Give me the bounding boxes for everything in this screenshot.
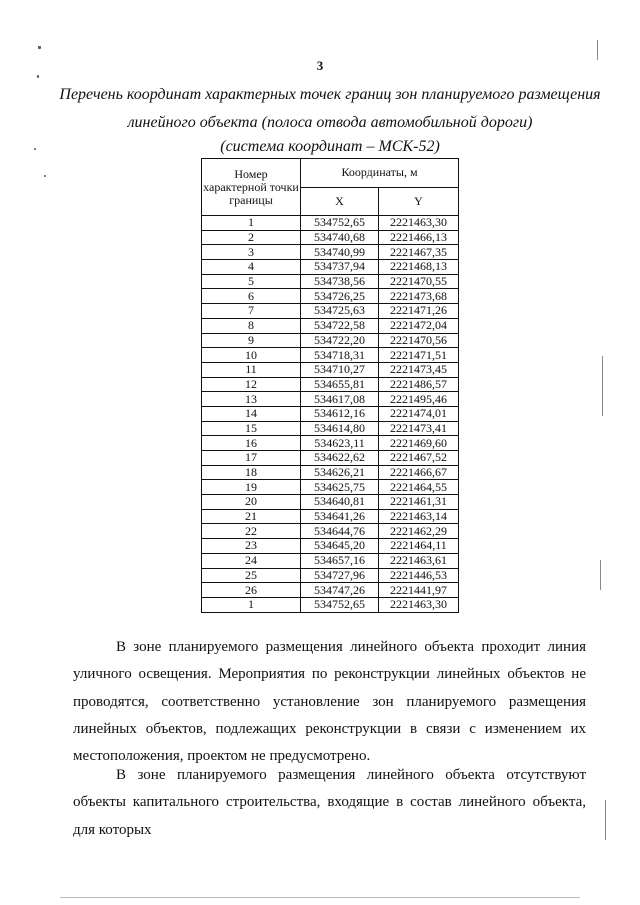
table-row bbox=[202, 539, 459, 554]
cell-x: 534612,16 bbox=[301, 406, 379, 421]
scan-speck bbox=[44, 175, 46, 177]
cell-point-number: 19 bbox=[202, 480, 301, 495]
cell-point-number: 25 bbox=[202, 568, 301, 583]
cell-point-number: 4 bbox=[202, 260, 301, 275]
cell-x: 534752,65 bbox=[301, 597, 379, 612]
cell-point-number: 22 bbox=[202, 524, 301, 539]
cell-y: 2221463,61 bbox=[379, 553, 459, 568]
cell-x: 534752,65 bbox=[301, 216, 379, 231]
cell-point-number: 18 bbox=[202, 465, 301, 480]
cell-x: 534726,25 bbox=[301, 289, 379, 304]
cell-point-number: 24 bbox=[202, 553, 301, 568]
cell-point-number: 16 bbox=[202, 436, 301, 451]
cell-x: 534622,62 bbox=[301, 451, 379, 466]
table-row bbox=[202, 230, 459, 245]
table-row bbox=[202, 421, 459, 436]
cell-x: 534644,76 bbox=[301, 524, 379, 539]
cell-y: 2221467,52 bbox=[379, 451, 459, 466]
table-row bbox=[202, 274, 459, 289]
table-row bbox=[202, 406, 459, 421]
header-coordinates: Координаты, м bbox=[301, 159, 459, 188]
cell-y: 2221472,04 bbox=[379, 318, 459, 333]
table-row bbox=[202, 509, 459, 524]
cell-y: 2221446,53 bbox=[379, 568, 459, 583]
cell-point-number: 1 bbox=[202, 597, 301, 612]
paragraph-capital-objects bbox=[73, 762, 586, 844]
cell-y: 2221461,31 bbox=[379, 495, 459, 510]
cell-x: 534640,81 bbox=[301, 495, 379, 510]
cell-y: 2221470,55 bbox=[379, 274, 459, 289]
cell-point-number: 23 bbox=[202, 539, 301, 554]
table-row bbox=[202, 553, 459, 568]
cell-point-number: 26 bbox=[202, 583, 301, 598]
cell-y: 2221441,97 bbox=[379, 583, 459, 598]
table-row bbox=[202, 583, 459, 598]
coordinates-table-body bbox=[202, 216, 459, 613]
cell-x: 534655,81 bbox=[301, 377, 379, 392]
cell-y: 2221473,45 bbox=[379, 362, 459, 377]
cell-point-number: 8 bbox=[202, 318, 301, 333]
cell-y: 2221466,67 bbox=[379, 465, 459, 480]
table-row bbox=[202, 568, 459, 583]
table-row bbox=[202, 495, 459, 510]
heading-line-3: (система координат – МСК-52) bbox=[220, 138, 440, 155]
cell-point-number: 7 bbox=[202, 304, 301, 319]
cell-point-number: 5 bbox=[202, 274, 301, 289]
paragraph-lighting bbox=[73, 634, 586, 770]
cell-y: 2221462,29 bbox=[379, 524, 459, 539]
cell-point-number: 17 bbox=[202, 451, 301, 466]
cell-y: 2221464,55 bbox=[379, 480, 459, 495]
cell-x: 534727,96 bbox=[301, 568, 379, 583]
header-point-number: Номер характерной точки границы bbox=[202, 159, 301, 216]
scan-edge-mark bbox=[597, 40, 598, 60]
coordinates-table bbox=[201, 158, 459, 613]
cell-y: 2221474,01 bbox=[379, 406, 459, 421]
table-row bbox=[202, 348, 459, 363]
cell-point-number: 21 bbox=[202, 509, 301, 524]
cell-x: 534737,94 bbox=[301, 260, 379, 275]
cell-y: 2221495,46 bbox=[379, 392, 459, 407]
table-row bbox=[202, 451, 459, 466]
cell-x: 534747,26 bbox=[301, 583, 379, 598]
cell-y: 2221463,30 bbox=[379, 597, 459, 612]
scan-speck bbox=[34, 148, 36, 150]
table-row bbox=[202, 465, 459, 480]
table-row bbox=[202, 289, 459, 304]
header-y: Y bbox=[379, 187, 459, 216]
table-row bbox=[202, 377, 459, 392]
cell-x: 534617,08 bbox=[301, 392, 379, 407]
table-row bbox=[202, 245, 459, 260]
cell-x: 534740,99 bbox=[301, 245, 379, 260]
cell-x: 534738,56 bbox=[301, 274, 379, 289]
cell-x: 534626,21 bbox=[301, 465, 379, 480]
cell-y: 2221466,13 bbox=[379, 230, 459, 245]
scan-edge-mark bbox=[602, 356, 603, 416]
cell-y: 2221470,56 bbox=[379, 333, 459, 348]
cell-y: 2221463,30 bbox=[379, 216, 459, 231]
cell-point-number: 20 bbox=[202, 495, 301, 510]
cell-point-number: 11 bbox=[202, 362, 301, 377]
cell-x: 534725,63 bbox=[301, 304, 379, 319]
table-row bbox=[202, 318, 459, 333]
cell-point-number: 2 bbox=[202, 230, 301, 245]
table-row bbox=[202, 597, 459, 612]
heading-line-2: линейного объекта (полоса отвода автомобильной дороги) bbox=[127, 114, 533, 131]
paragraph-1-text: В зоне планируемого размещения линейного объекта проходит линия уличного освещения. Мероприятия по реконструкции линейных объектов не проводятся, соответственно установление зон планируемого размещения линейных объектов, подлежащих реконструкции в связи с изменением их местоположения, проектом не предусмотрено. bbox=[73, 639, 586, 765]
cell-x: 534623,11 bbox=[301, 436, 379, 451]
table-row bbox=[202, 524, 459, 539]
cell-x: 534722,58 bbox=[301, 318, 379, 333]
cell-y: 2221473,68 bbox=[379, 289, 459, 304]
cell-x: 534641,26 bbox=[301, 509, 379, 524]
paragraph-2-text: В зоне планируемого размещения линейного объекта отсутствуют объекты капитального строительства, входящие в состав линейного объекта, для которых bbox=[73, 767, 586, 838]
scan-speck bbox=[37, 75, 39, 78]
cell-x: 534710,27 bbox=[301, 362, 379, 377]
heading-line-1: Перечень координат характерных точек границ зон планируемого размещения bbox=[59, 86, 601, 103]
table-row bbox=[202, 436, 459, 451]
cell-x: 534657,16 bbox=[301, 553, 379, 568]
cell-y: 2221463,14 bbox=[379, 509, 459, 524]
cell-y: 2221469,60 bbox=[379, 436, 459, 451]
cell-point-number: 10 bbox=[202, 348, 301, 363]
table-row bbox=[202, 392, 459, 407]
cell-point-number: 13 bbox=[202, 392, 301, 407]
cell-x: 534614,80 bbox=[301, 421, 379, 436]
table-row bbox=[202, 260, 459, 275]
scan-bottom-line bbox=[60, 897, 580, 898]
cell-x: 534718,31 bbox=[301, 348, 379, 363]
cell-point-number: 9 bbox=[202, 333, 301, 348]
cell-point-number: 12 bbox=[202, 377, 301, 392]
cell-point-number: 6 bbox=[202, 289, 301, 304]
table-row bbox=[202, 362, 459, 377]
scan-speck bbox=[38, 46, 41, 49]
table-row bbox=[202, 304, 459, 319]
cell-point-number: 3 bbox=[202, 245, 301, 260]
cell-x: 534722,20 bbox=[301, 333, 379, 348]
table-row bbox=[202, 216, 459, 231]
table-row bbox=[202, 333, 459, 348]
cell-point-number: 1 bbox=[202, 216, 301, 231]
cell-y: 2221486,57 bbox=[379, 377, 459, 392]
scan-edge-mark bbox=[605, 800, 606, 840]
page-number: 3 bbox=[316, 58, 324, 73]
table-row bbox=[202, 480, 459, 495]
scan-edge-mark bbox=[600, 560, 601, 590]
cell-y: 2221471,26 bbox=[379, 304, 459, 319]
cell-y: 2221468,13 bbox=[379, 260, 459, 275]
cell-y: 2221467,35 bbox=[379, 245, 459, 260]
cell-y: 2221464,11 bbox=[379, 539, 459, 554]
cell-y: 2221471,51 bbox=[379, 348, 459, 363]
cell-x: 534740,68 bbox=[301, 230, 379, 245]
cell-y: 2221473,41 bbox=[379, 421, 459, 436]
cell-point-number: 15 bbox=[202, 421, 301, 436]
cell-x: 534645,20 bbox=[301, 539, 379, 554]
cell-point-number: 14 bbox=[202, 406, 301, 421]
header-x: X bbox=[301, 187, 379, 216]
cell-x: 534625,75 bbox=[301, 480, 379, 495]
